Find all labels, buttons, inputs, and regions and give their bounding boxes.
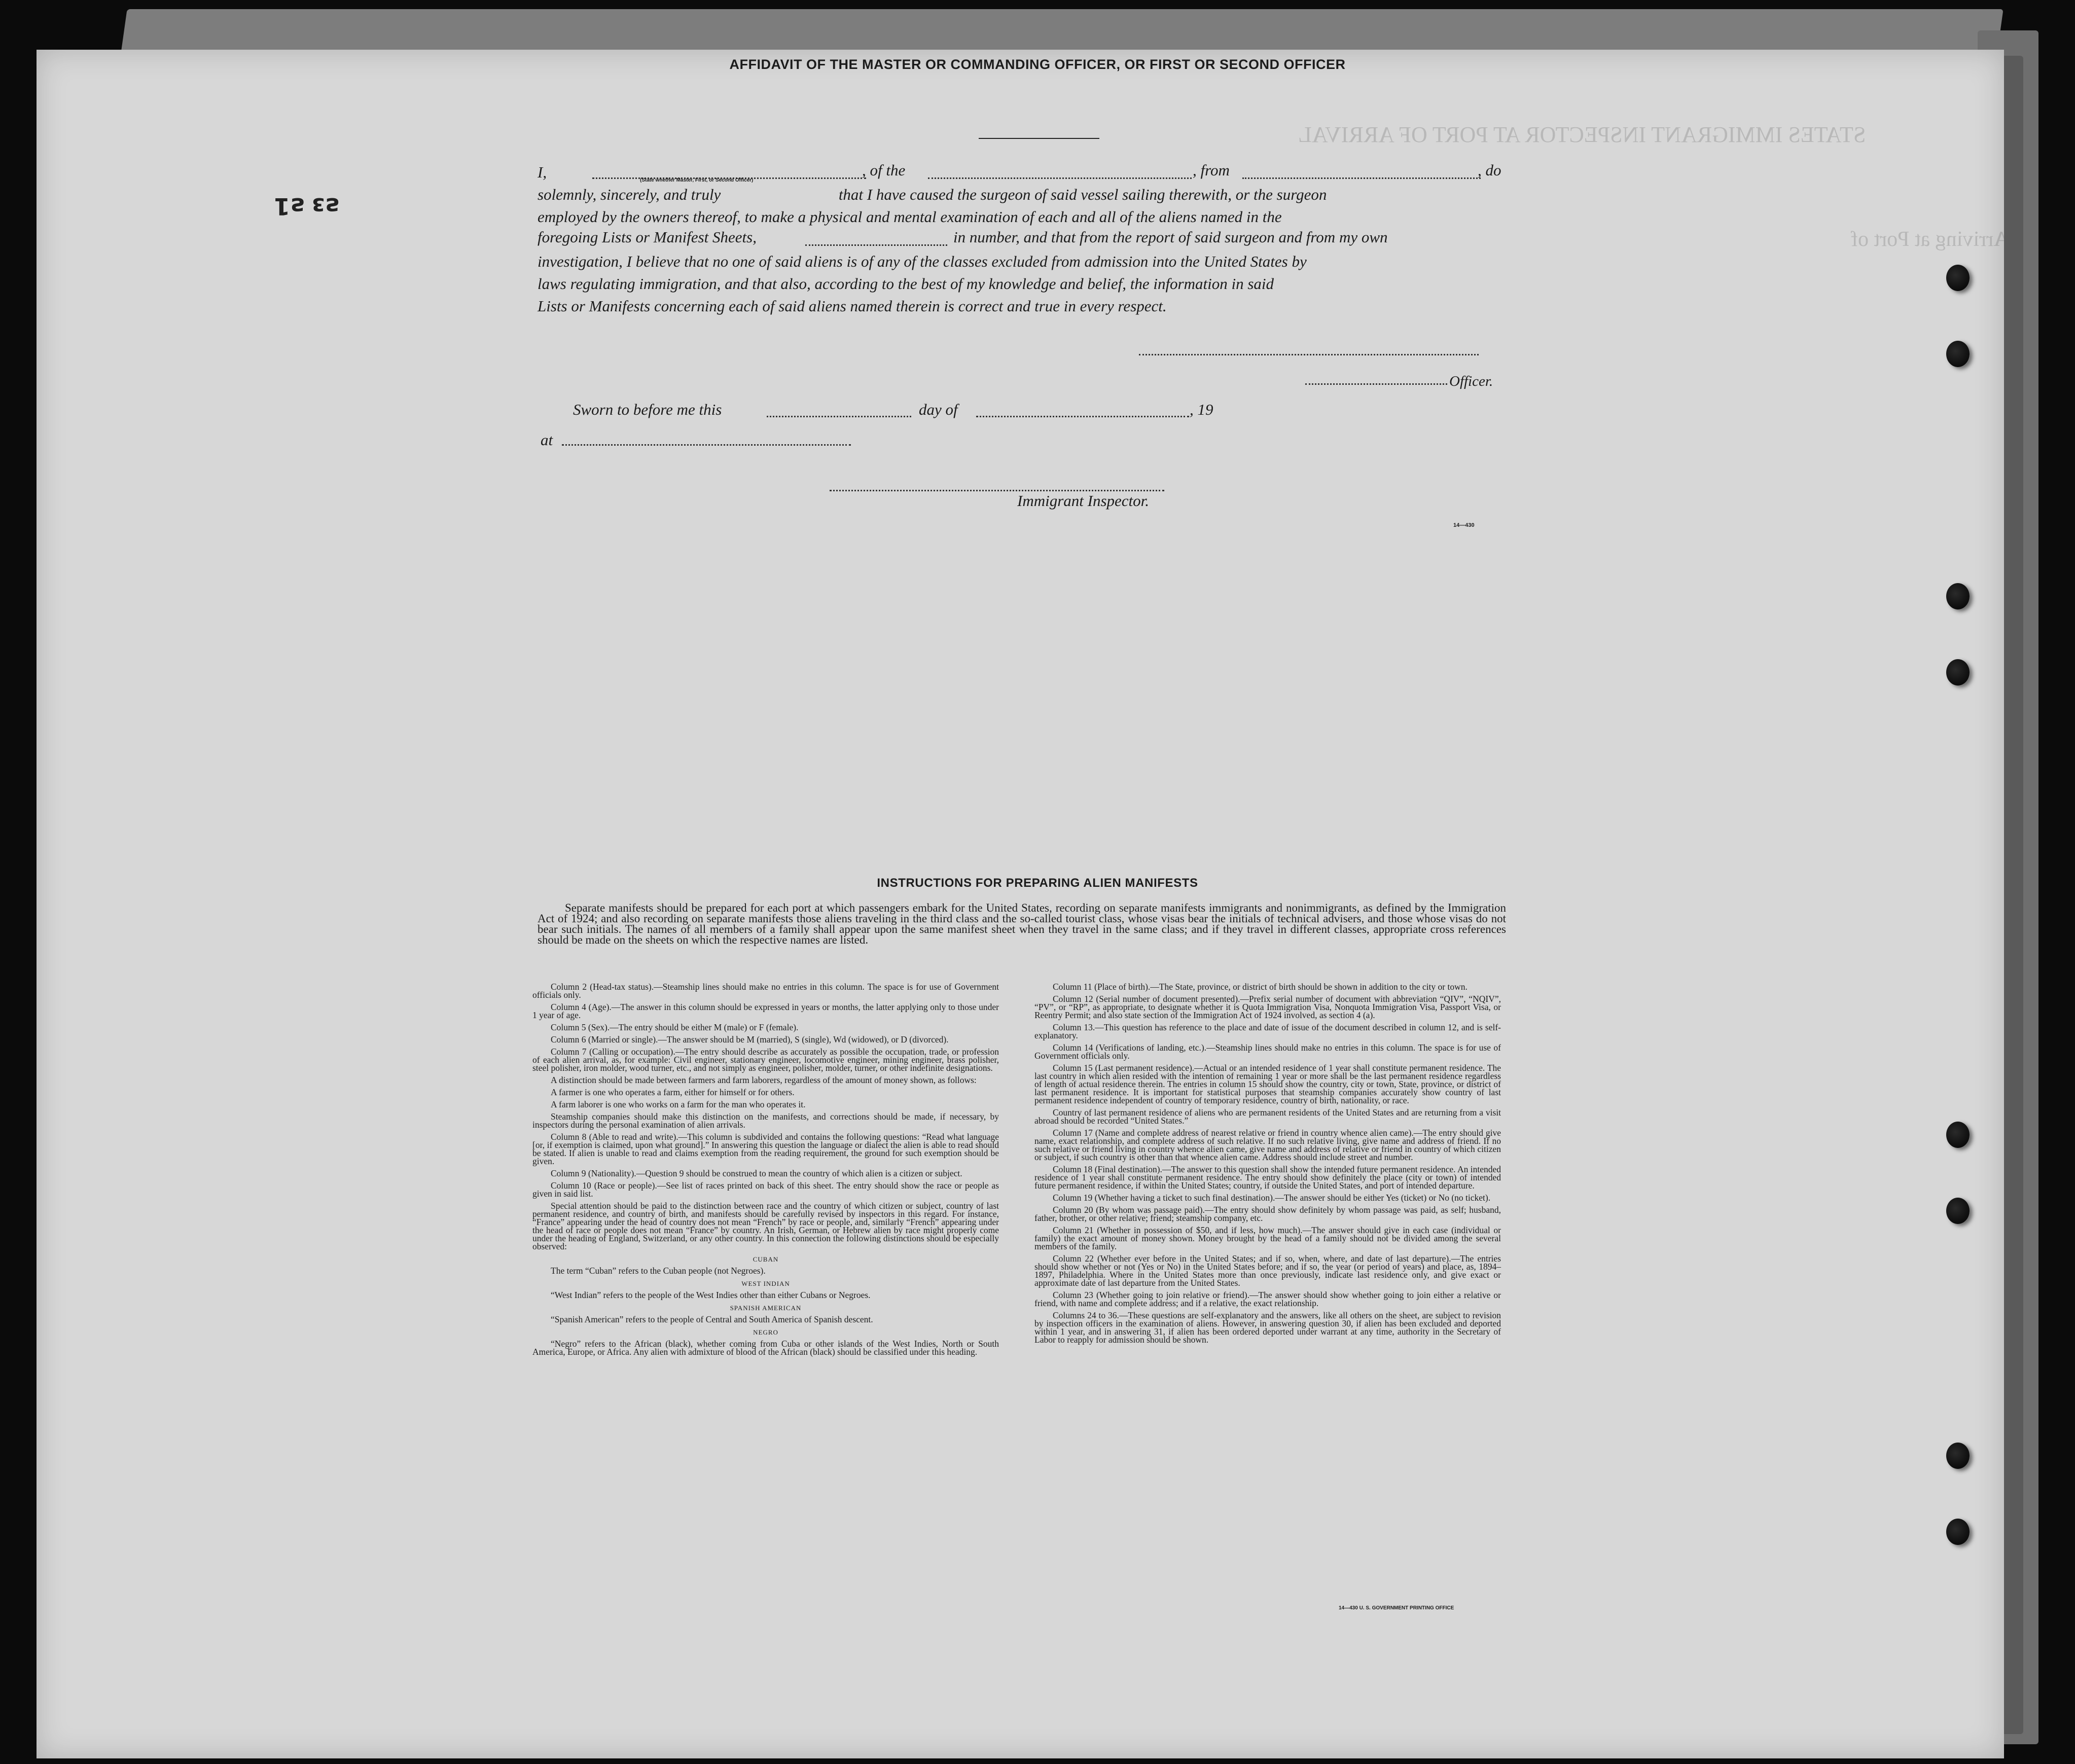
officer-title-line[interactable] xyxy=(1305,383,1447,385)
affidavit-i-label: I, xyxy=(538,163,547,181)
instruction-paragraph: Column 5 (Sex).—The entry should be either M (male) or F (female). xyxy=(551,1022,799,1032)
instruction-paragraph: Special attention should be paid to the distinction between race and the country of which citizen or subject, country of last permanent residence, and country of birth, and manifests should be carefully revised by inspectors in this regard. For instance, “France” appearing under the head of country does not mean “French” by race or people, and, similarly “French” appearing under the head of race or people does not mean “France” by country. An Irish, German, or Hebrew alien by race might properly come under the heading of England, Switzerland, or any other country. In this connection the following distinctions should be especially observed: xyxy=(532,1201,999,1251)
affidavit-line-5: investigation, I believe that no one of said aliens is of any of the classes excluded from admission into the United States by xyxy=(538,253,1307,270)
spanish-american-definition: “Spanish American” refers to the people of Central and South America of Spanish descent. xyxy=(551,1314,873,1324)
inspector-label: Immigrant Inspector. xyxy=(1017,492,1150,510)
instruction-paragraph: Column 14 (Verifications of landing, etc.).—Steamship lines should make no entries in this column. The space is for use of Government officials only. xyxy=(1034,1042,1501,1061)
officer-signature-line[interactable] xyxy=(1139,354,1479,355)
instruction-paragraph: Column 15 (Last permanent residence).—Actual or an intended residence of 1 year shall constitute permanent residence. The last country in which alien resided with the intention of remaining 1 year or more shall be the last permanent residence regardless of length of actual residence therein. The entries in column 15 should show the country, city or town, State, province, or district of last permanent residence. It is important for statistical purposes that steamship companies accurately show country of last permanent residence independent of country of temporary residence, country of birth, nationality, or race. xyxy=(1034,1063,1501,1105)
of-the-label: , of the xyxy=(862,161,906,179)
instruction-paragraph: Column 18 (Final destination).—The answer to this question shall show the intended future permanent residence. An intended residence of 1 year shall constitute permanent residence. The entry should show definitely the place (city or town) of intended future permanent residence, if within the United States; country, if outside the United States, and port of intended departure. xyxy=(1034,1164,1501,1191)
year-label: , 19 xyxy=(1190,401,1213,418)
cuban-definition: The term “Cuban” refers to the Cuban people (not Negroes). xyxy=(551,1266,766,1276)
departure-port-field[interactable] xyxy=(1242,177,1481,179)
instructions-left-column xyxy=(532,983,999,1360)
instruction-paragraph: Column 7 (Calling or occupation).—The entry should describe as accurately as possible the occupation, trade, or profession of each alien arrival, as, for example: Civil engineer, stationary engineer, locomotive engineer, mining engineer, brass polisher, steel polisher, iron molder, wood turner, etc., and not simply as engineer, polisher, molder, turner, or other indefinite designations. xyxy=(532,1047,999,1073)
binder-hole-icon xyxy=(1946,1198,1970,1224)
affidavit-line-3: employed by the owners thereof, to make a physical and mental examination of each and all of the aliens named in the xyxy=(538,208,1282,226)
instruction-paragraph: Steamship companies should make this distinction on the manifests, and corrections should be made, if necessary, by inspectors during the personal examination of alien arrivals. xyxy=(532,1111,999,1130)
from-label: , from xyxy=(1193,161,1230,179)
instruction-paragraph: Column 2 (Head-tax status).—Steamship lines should make no entries in this column. The space is for use of Government officials only. xyxy=(532,982,999,1000)
at-label: at xyxy=(541,431,553,449)
inspector-signature-line[interactable] xyxy=(830,490,1164,491)
sworn-place-field[interactable] xyxy=(562,444,851,446)
day-of-label: day of xyxy=(919,401,958,418)
officer-rank-caption: (State whether Master, First, or Second Officer) xyxy=(640,177,754,183)
affidavit-title: AFFIDAVIT OF THE MASTER OR COMMANDING OFFICER, OR FIRST OR SECOND OFFICER xyxy=(729,57,1346,72)
negro-heading: NEGRO xyxy=(753,1328,778,1336)
binder-hole-icon xyxy=(1946,1443,1970,1469)
instruction-paragraph: Column 10 (Race or people).—See list of races printed on back of this sheet. The entry should show the race or people as given in said list. xyxy=(532,1180,999,1199)
binder-hole-icon xyxy=(1946,341,1970,367)
instruction-paragraph: A distinction should be made between farmers and farm laborers, regardless of the amount of money shown, as follows: xyxy=(551,1075,977,1085)
affidavit-line-4b: in number, and that from the report of said surgeon and from my own xyxy=(953,228,1388,246)
instruction-paragraph: Columns 24 to 36.—These questions are self-explanatory and the answers, like all others on the sheet, are subject to revision by inspection officers in the examination of aliens. However, in answering question 30, if alien has been excluded and deported within 1 year, and in answering 31, if alien has been ordered deported under warrant at any time, authority in the Secretary of Labor to reapply for admission should be shown. xyxy=(1034,1310,1501,1345)
bleed-through-port: Arriving at Port of xyxy=(1851,228,2009,251)
affidavit-line-6: laws regulating immigration, and that also, according to the best of my knowledge and belief, the information in said xyxy=(538,275,1274,293)
instruction-paragraph: Column 19 (Whether having a ticket to such final destination).—The answer should be either Yes (ticket) or No (no ticket). xyxy=(1053,1193,1491,1203)
instruction-paragraph: Country of last permanent residence of aliens who are permanent residents of the United States and are returning from a visit abroad should be recorded “United States.” xyxy=(1034,1107,1501,1126)
affidavit-line-4a: foregoing Lists or Manifest Sheets, xyxy=(538,228,757,246)
instruction-paragraph: Column 12 (Serial number of document presented).—Prefix serial number of document with abbreviation “QIV”, “NQIV”, “PV”, or “RP”, as appropriate, to designate whether it is Quota Immigration Visa, Nonquota Immigration Visa, Passport Visa, or Reentry Permit; and also state section of the Immigration Act of 1924 involved, as section 4 (a). xyxy=(1034,994,1501,1020)
form-number: 14—430 xyxy=(1453,522,1475,528)
cuban-heading: CUBAN xyxy=(753,1255,779,1263)
instruction-paragraph: Column 8 (Able to read and write).—This column is subdivided and contains the following questions: “Read what language [or, if exemption is claimed, upon what ground].” In answering this question the language or dialect the alien is able to read should be stated. If alien is unable to read and claims exemption from the reading requirement, the ground for such exemption should be given. xyxy=(532,1132,999,1166)
binder-hole-icon xyxy=(1946,265,1970,291)
binder-hole-icon xyxy=(1946,1519,1970,1545)
affidavit-line-2: solemnly, sincerely, and truly that I have caused the surgeon of said vessel sailing therewith, or the surgeon xyxy=(538,186,1327,203)
binder-hole-icon xyxy=(1946,583,1970,609)
instruction-paragraph: Column 6 (Married or single).—The answer should be M (married), S (single), Wd (widowed), or D (divorced). xyxy=(551,1034,949,1045)
instruction-paragraph: Column 4 (Age).—The answer in this column should be expressed in years or months, the latter applying only to those under 1 year of age. xyxy=(532,1002,999,1020)
sheet-count-field[interactable] xyxy=(805,244,947,246)
sworn-month-field[interactable] xyxy=(976,416,1189,417)
instructions-intro: Separate manifests should be prepared for each port at which passengers embark for the United States, recording on separate manifests immigrants and nonimmigrants, as defined by the Immigration Act of 1924; and also recording on separate manifests those aliens traveling in the third class and the so-called tourist class, whose visas bear the initials of technical advisers, and those whose visas do not bear such initials. The names of all members of a family shall appear upon the same manifest sheet when they travel in the same class; and if they travel in different classes, appropriate cross references should be made on the sheets on which the respective names are listed. xyxy=(538,902,1506,946)
title-underline xyxy=(979,138,1099,139)
sworn-day-field[interactable] xyxy=(767,416,911,417)
do-label: , do xyxy=(1478,161,1501,179)
affidavit-line-7: Lists or Manifests concerning each of said aliens named therein is correct and true in every respect. xyxy=(538,297,1167,315)
vessel-name-field[interactable] xyxy=(928,177,1192,179)
binder-hole-icon xyxy=(1946,1122,1970,1148)
instruction-paragraph: Column 11 (Place of birth).—The State, province, or district of birth should be shown in addition to the city or town. xyxy=(1053,982,1468,992)
instruction-paragraph: Column 21 (Whether in possession of $50, and if less, how much).—The answer should give in each case (individual or family) the exact amount of money shown. Money brought by the head of a family should not be divided among the several members of the family. xyxy=(1034,1225,1501,1251)
spanish-american-heading: SPANISH AMERICAN xyxy=(730,1304,802,1312)
instruction-paragraph: Column 20 (By whom was passage paid).—The entry should show definitely by whom passage was paid, as self; husband, father, brother, or other relative; friend; steamship company, etc. xyxy=(1034,1205,1501,1223)
sworn-label: Sworn to before me this xyxy=(573,401,722,418)
instruction-paragraph: Column 17 (Name and complete address of nearest relative or friend in country whence alien came).—The entry should give name, exact relationship, and complete address of such relative. If no such relative living, give name and address of friend. If no such relative or friend living in country whence alien came, give name and address of relative or friend in country of which citizen or subject, if such country is other than that whence alien came. Address should include street and number. xyxy=(1034,1128,1501,1162)
instruction-paragraph: Column 9 (Nationality).—Question 9 should be construed to mean the country of which alien is a citizen or subject. xyxy=(551,1168,962,1178)
binder-hole-icon xyxy=(1946,659,1970,686)
instruction-paragraph: Column 22 (Whether ever before in the United States; and if so, when, where, and date of last departure).—The entries should show whether or not (Yes or No) in the United States before; and if so, the year (or period of years) and place, as, 1894–1897, Philadelphia. Where in the United States more than once previously, indicate last residence only, and give exact or approximate date of last departure from the United States. xyxy=(1034,1253,1501,1288)
instructions-right-column xyxy=(1034,983,1501,1348)
instructions-title: INSTRUCTIONS FOR PREPARING ALIEN MANIFESTS xyxy=(877,876,1198,890)
negro-definition: “Negro” refers to the African (black), whether coming from Cuba or other islands of the West Indies, North or South America, Europe, or Africa. Any alien with admixture of blood of the African (black) should be classified under this heading. xyxy=(532,1339,999,1357)
officer-label: Officer. xyxy=(1449,373,1493,389)
instruction-paragraph: Column 13.—This question has reference to the place and date of issue of the document described in column 12, and is self-explanatory. xyxy=(1034,1022,1501,1040)
instruction-paragraph: A farmer is one who operates a farm, either for himself or for others. xyxy=(551,1087,795,1097)
handwritten-mark: ƨɜ ƨ1 xyxy=(274,193,339,220)
instruction-paragraph: A farm laborer is one who works on a farm for the man who operates it. xyxy=(551,1099,806,1109)
bleed-through-heading: STATES IMMIGRANT INSPECTOR AT PORT OF ARRIVAL xyxy=(1298,122,1866,147)
west-indian-definition: “West Indian” refers to the people of the West Indies other than either Cubans or Negroes. xyxy=(551,1290,871,1300)
printer-imprint: 14—430 U. S. GOVERNMENT PRINTING OFFICE xyxy=(1339,1605,1454,1611)
instruction-paragraph: Column 23 (Whether going to join relative or friend).—The answer should show whether going to join either a relative or friend, with name and complete address; and if a relative, the exact relationship. xyxy=(1034,1290,1501,1308)
west-indian-heading: WEST INDIAN xyxy=(741,1280,790,1287)
